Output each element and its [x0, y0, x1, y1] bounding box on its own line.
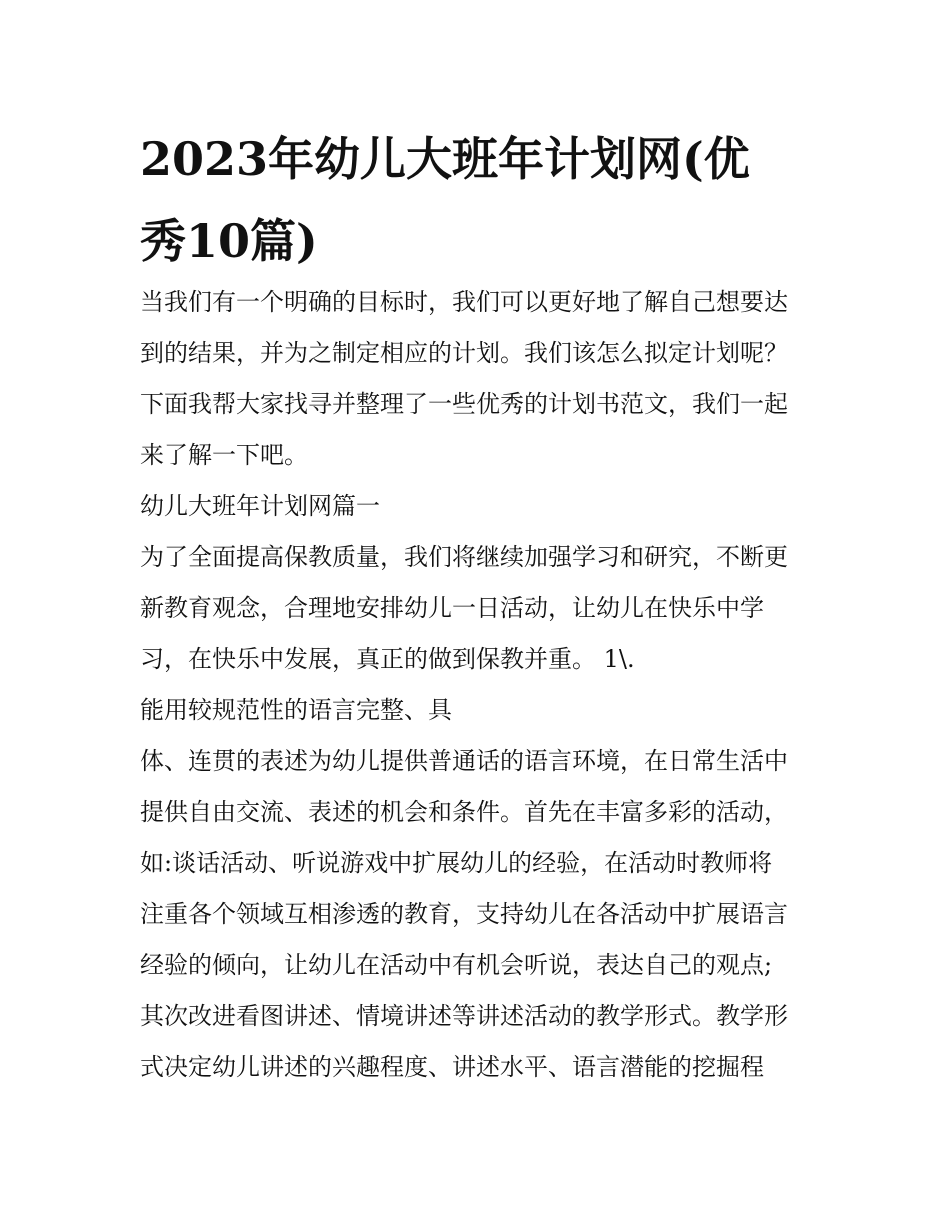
- document-body: [140, 282, 820, 1098]
- body-line: 如:谈话活动、听说游戏中扩展幼儿的经验，在活动时教师将: [140, 849, 773, 877]
- body-line: 提供自由交流、表述的机会和条件。首先在丰富多彩的活动，: [140, 798, 788, 826]
- body-line: 习，在快乐中发展，真正的做到保教并重。 1\.: [140, 645, 635, 673]
- body-line: 新教育观念，合理地安排幼儿一日活动，让幼儿在快乐中学: [140, 594, 764, 622]
- body-line: 能用较规范性的语言完整、具: [140, 696, 452, 724]
- body-line: 下面我帮大家找寻并整理了一些优秀的计划书范文，我们一起: [140, 390, 788, 418]
- body-line: 为了全面提高保教质量，我们将继续加强学习和研究，不断更: [140, 543, 788, 571]
- title-line-1: 2023年幼儿大班年计划网(优: [140, 132, 750, 186]
- body-line: 式决定幼儿讲述的兴趣程度、讲述水平、语言潜能的挖掘程: [140, 1053, 764, 1081]
- body-line: 体、连贯的表述为幼儿提供普通话的语言环境，在日常生活中: [140, 747, 788, 775]
- title-line-2: 秀10篇): [140, 214, 318, 268]
- body-line: 经验的倾向，让幼儿在活动中有机会听说，表达自己的观点;: [140, 951, 773, 979]
- body-line: 当我们有一个明确的目标时，我们可以更好地了解自己想要达: [140, 288, 788, 316]
- body-line: 到的结果，并为之制定相应的计划。我们该怎么拟定计划呢？: [140, 339, 788, 367]
- body-line: 注重各个领域互相渗透的教育，支持幼儿在各活动中扩展语言: [140, 900, 788, 928]
- document-title: [140, 118, 830, 282]
- body-line: 其次改进看图讲述、情境讲述等讲述活动的教学形式。教学形: [140, 1002, 788, 1030]
- body-line: 来了解一下吧。: [140, 441, 308, 469]
- section-heading: 幼儿大班年计划网篇一: [140, 492, 380, 520]
